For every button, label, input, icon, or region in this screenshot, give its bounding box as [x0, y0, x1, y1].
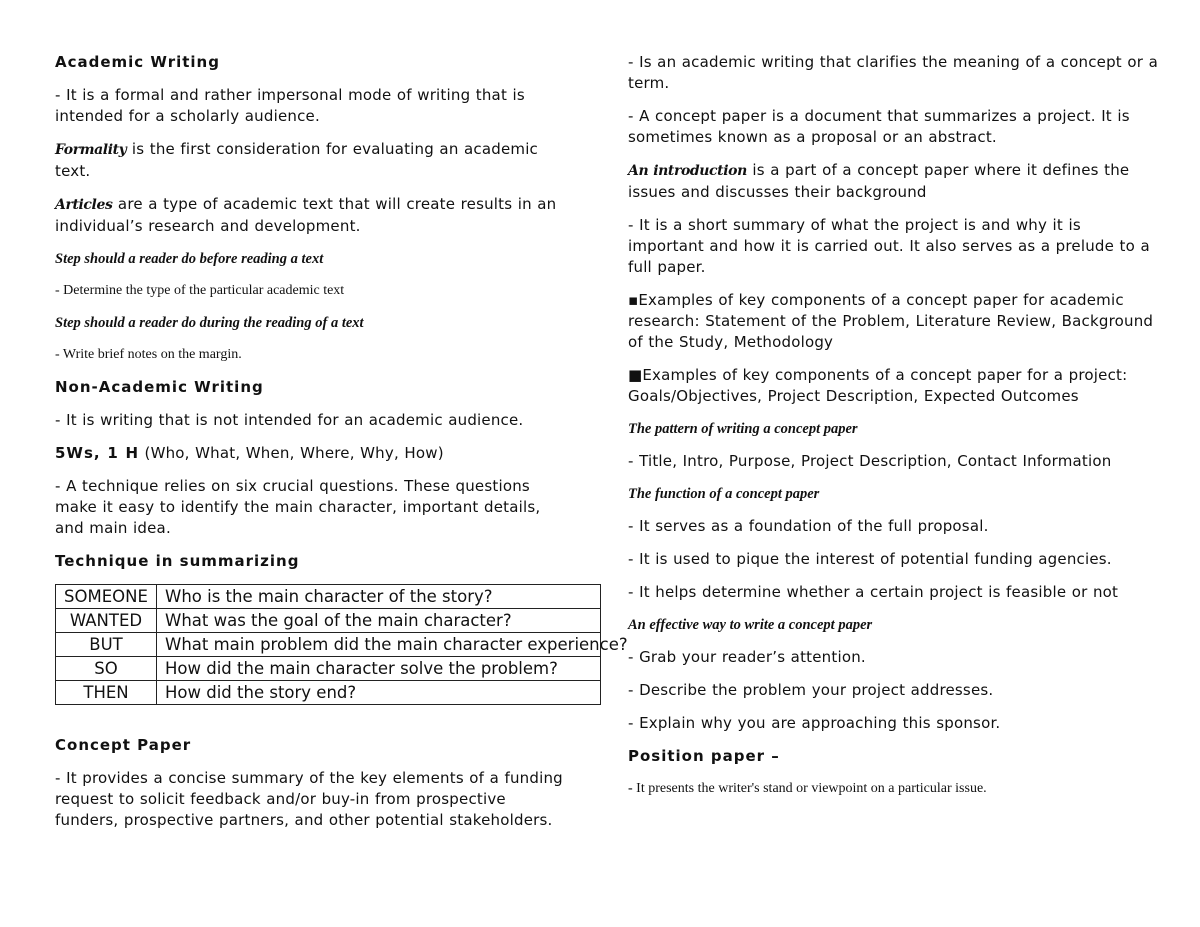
step-before-text: - Determine the type of the particular academic text	[55, 283, 345, 298]
right-column	[628, 52, 1158, 811]
step-during-text: - Write brief notes on the margin.	[55, 347, 242, 362]
short-summary-paragraph: - It is a short summary of what the project is and why it is important and how it is carried out. It also serves as a prelude to a full paper.	[628, 216, 1150, 276]
technique-question: How did the main character solve the problem?	[157, 657, 601, 681]
five-w-bold: 5Ws, 1 H	[55, 444, 140, 462]
introduction-paragraph	[628, 160, 1158, 203]
technique-question: Who is the main character of the story?	[157, 585, 601, 609]
research-components-paragraph: ▪Examples of key components of a concept paper for academic research: Statement of the Problem, Literature Review, Background of the Study, Methodology	[628, 291, 1154, 351]
function-item: - It serves as a foundation of the full proposal.	[628, 517, 989, 535]
concept-summarizes-paragraph: - A concept paper is a document that summarizes a project. It is sometimes known as a proposal or an abstract.	[628, 107, 1130, 146]
concept-paper-heading: Concept Paper	[55, 736, 192, 754]
five-w-rest: (Who, What, When, Where, Why, How)	[139, 444, 444, 462]
academic-writing-definition: - It is a formal and rather impersonal mode of writing that is intended for a scholarly audience.	[55, 86, 525, 125]
technique-row	[56, 585, 601, 609]
technique-row	[56, 657, 601, 681]
articles-rest: are a type of academic text that will create results in an individual’s research and development.	[55, 195, 557, 235]
pattern-heading: The pattern of writing a concept paper	[628, 421, 858, 437]
academic-writing-heading: Academic Writing	[55, 53, 220, 71]
technique-row	[56, 633, 601, 657]
technique-table	[55, 584, 628, 705]
effective-item: - Explain why you are approaching this sponsor.	[628, 714, 1001, 732]
formality-rest: is the first consideration for evaluating an academic text.	[55, 140, 539, 180]
pattern-text: - Title, Intro, Purpose, Project Description, Contact Information	[628, 452, 1112, 470]
effective-heading: An effective way to write a concept paper	[628, 617, 873, 633]
step-before-heading: Step should a reader do before reading a text	[55, 251, 324, 267]
technique-heading: Technique in summarizing	[55, 552, 300, 570]
function-heading: The function of a concept paper	[628, 486, 820, 502]
project-components-paragraph: ■Examples of key components of a concept paper for a project: Goals/Objectives, Project Description, Expected Outcomes	[628, 366, 1128, 405]
non-academic-definition: - It is writing that is not intended for an academic audience.	[55, 411, 524, 429]
technique-question: How did the story end?	[157, 681, 601, 705]
technique-question: What main problem did the main character experience?	[157, 633, 601, 657]
function-item: - It is used to pique the interest of potential funding agencies.	[628, 550, 1112, 568]
articles-term: Articles	[55, 197, 113, 213]
left-column	[55, 52, 628, 843]
technique-key: BUT	[56, 633, 157, 657]
function-item: - It helps determine whether a certain project is feasible or not	[628, 583, 1119, 601]
formality-paragraph	[55, 139, 570, 182]
step-during-heading: Step should a reader do during the reading of a text	[55, 315, 364, 331]
articles-paragraph	[55, 194, 570, 237]
introduction-rest: is a part of a concept paper where it defines the issues and discusses their background	[628, 161, 1130, 201]
effective-item: - Describe the problem your project addresses.	[628, 681, 994, 699]
technique-key: WANTED	[56, 609, 157, 633]
position-dash: -	[628, 781, 637, 796]
effective-item: - Grab your reader’s attention.	[628, 648, 866, 666]
position-paper-heading: Position paper –	[628, 747, 780, 765]
technique-key: SO	[56, 657, 157, 681]
technique-question: What was the goal of the main character?	[157, 609, 601, 633]
concept-clarifies-paragraph: - Is an academic writing that clarifies the meaning of a concept or a term.	[628, 53, 1158, 92]
formality-term: Formality	[55, 142, 127, 158]
position-paper-text	[628, 779, 1158, 799]
technique-key: SOMEONE	[56, 585, 157, 609]
technique-key: THEN	[56, 681, 157, 705]
position-text: It presents the writer's stand or viewpoint on a particular issue.	[636, 781, 987, 796]
concept-paper-definition: - It provides a concise summary of the key elements of a funding request to solicit feedback and/or buy-in from prospective funders, prospective partners, and other potential stakeholders.	[55, 769, 563, 829]
five-w-line	[55, 443, 570, 464]
technique-row	[56, 609, 601, 633]
five-w-description: - A technique relies on six crucial questions. These questions make it easy to identify the main character, important details, and main idea.	[55, 477, 541, 537]
introduction-term: An introduction	[628, 163, 747, 179]
technique-row	[56, 681, 601, 705]
non-academic-heading: Non-Academic Writing	[55, 378, 264, 396]
